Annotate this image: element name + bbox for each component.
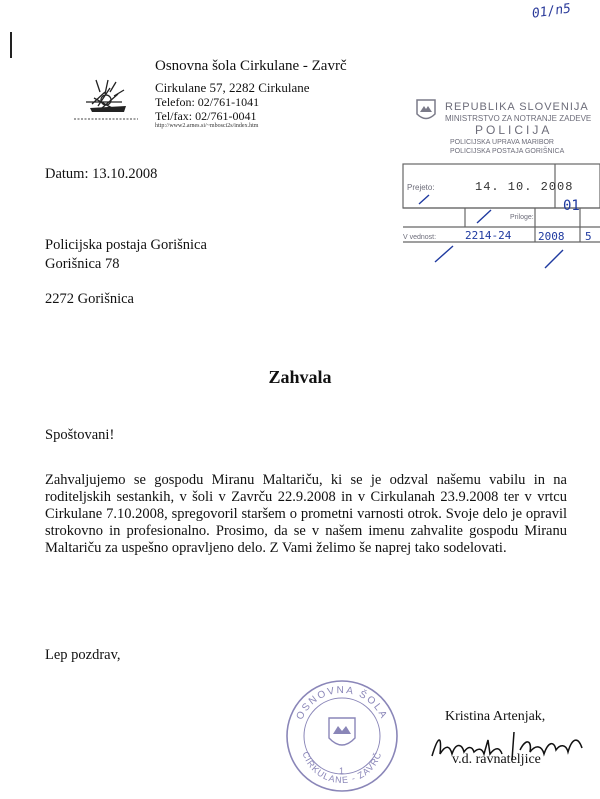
- corner-handwritten-note: 01/n5: [531, 1, 572, 22]
- doc-code: 01: [563, 198, 580, 214]
- coat-of-arms-icon: [417, 100, 435, 119]
- svg-text:OSNOVNA ŠOLA: [295, 685, 390, 722]
- received-label: Prejeto:: [407, 183, 435, 192]
- vednost-label: V vednost:: [403, 234, 437, 241]
- school-website: http://www2.arnes.si/~mbosci2s/index.htm: [155, 123, 259, 129]
- recipient-street: Gorišnica 78: [45, 256, 120, 272]
- school-logo: [72, 72, 142, 124]
- salutation: Spoštovani!: [45, 427, 115, 443]
- stamp-line-5: POLICIJSKA POSTAJA GORIŠNICA: [450, 148, 565, 155]
- stamp-line-1: REPUBLIKA SLOVENIJA: [445, 101, 589, 113]
- school-address: Cirkulane 57, 2282 Cirkulane: [155, 80, 310, 95]
- recipient-name: Policijska postaja Gorišnica: [45, 237, 207, 253]
- file-number: 2214-24: [465, 229, 512, 242]
- file-seq: 5: [585, 230, 592, 243]
- stamp-line-2: MINISTRSTVO ZA NOTRANJE ZADEVE: [445, 114, 592, 123]
- recipient-postal: 2272 Gorišnica: [45, 291, 134, 307]
- stamp-line-4: POLICIJSKA UPRAVA MARIBOR: [450, 139, 554, 146]
- stamp-shield-icon: [329, 718, 355, 745]
- file-year: 2008: [538, 230, 565, 243]
- letter-body: Zahvaljujemo se gospodu Miranu Maltariču, ki se je odzval našemu vabilu in na roditeljskih sestankih, v šoli v Zavrču 22.9.2008 in v Cirkulanah 23.9.2008 ter v vrtcu Cirkulane 7.10.2008, spregovoril staršem o prometni varnosti otrok. Svoje delo je opravil strokovno in profesionalno. Prosimo, da se v našem imenu zahvalite gospodu Miranu Maltariču za uspešno opravljeno delo. Z Vami želimo še naprej tako sodelovati.: [45, 472, 567, 556]
- received-date: 14. 10. 2008: [475, 180, 574, 194]
- school-fax: Tel/fax: 02/761-0041: [155, 109, 257, 123]
- punch-mark: [10, 32, 12, 58]
- signer-name: Kristina Artenjak,: [445, 709, 546, 724]
- police-received-stamp: [395, 92, 600, 270]
- school-name: Osnovna šola Cirkulane - Zavrč: [155, 58, 347, 74]
- stamp-number: 1: [339, 766, 345, 776]
- letter-title: Zahvala: [268, 367, 332, 387]
- document-date: Datum: 13.10.2008: [45, 166, 158, 182]
- stamp-top-text: OSNOVNA ŠOLA: [294, 684, 390, 722]
- school-round-stamp: [283, 676, 401, 786]
- signer-role: v.d. ravnateljice: [452, 752, 541, 767]
- stamp-line-3: POLICIJA: [475, 123, 553, 137]
- closing-greeting: Lep pozdrav,: [45, 647, 121, 663]
- stamp-bottom-text: CIRKULANE - ZAVRČ: [300, 750, 384, 786]
- priloge-label: Priloge:: [510, 214, 534, 221]
- school-phone: Telefon: 02/761-1041: [155, 95, 260, 109]
